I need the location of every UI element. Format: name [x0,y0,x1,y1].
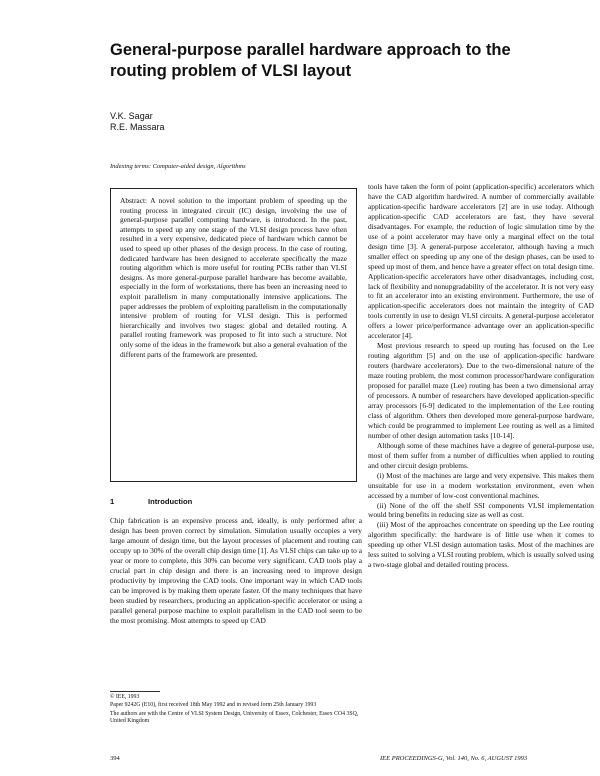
footnotes [110,694,360,727]
index-terms: Indexing terms: Computer-aided design, Algorithms [110,163,246,170]
page-number: 394 [110,755,120,762]
right-column-body [368,182,594,570]
section-title: Introduction [148,497,193,506]
paper-title: General-purpose parallel hardware approach to the routing problem of VLSI layout [110,41,511,80]
abstract-box [110,188,357,482]
left-column-body [110,516,362,625]
body-paragraph: (iii) Most of the approaches concentrate on speeding up the Lee routing algorithm specifically: the hardware is of little use when it comes to speeding up other VLSI design automation tasks. Most of the machines are less suited to solving a VLSI routing problem, which is usually solved using a two-stage global and detailed routing process. [368,520,594,570]
footnote-rule [110,691,160,692]
author-list [110,111,165,133]
author-name: R.E. Massara [110,122,165,132]
received-note: Paper 9242G (E10), first received 18th May 1992 and in revised form 25th January 1993 [110,702,317,709]
abstract-text: Abstract: A novel solution to the important problem of speeding up the routing process in integrated circuit (IC) design, involving the use of general-purpose parallel computing hardware, is introduced. In the past, attempts to speed up any one stage of the VLSI design process have often resulted in a very expensive, dedicated piece of hardware which cannot be used to speed up other phases of the design process. In the case of routing, dedicated hardware has been designed to accelerate specifically the maze routing algorithm which is more useful for routing PCBs rather than VLSI designs. As more general-purpose parallel hardware has become available, especially in the form of workstations, there has been an increasing need to exploit parallelism in many computationally intensive applications. The paper addresses the problem of exploiting parallelism in the computationally intensive problem of routing for VLSI design. This is performed hierarchically and involves two stages: global and detailed routing. A parallel routing framework was proposed to fit into such a structure. Not only some of the ideas in the framework but also a general evaluation of the different parts of the framework are presented. [120,196,347,359]
body-paragraph: tools have taken the form of point (application-specific) accelerators which have the CAD algorithm hardwired. A number of commercially available application-specific hardware accelerators [2] are in use today. Although application-specific CAD accelerators are fast, they have several disadvantages. For example, the reduction of logic simulation time by the use of a point accelerator may have only a marginal effect on the total design time [3]. A general-purpose accelerator, although having a much smaller effect on speeding up any one of the design phases, can be used to speed up most of them, and hence have a greater effect on total design time. Application-specific accelerators have other disadvantages, including cost, lack of flexibility and nonupgradability of the accelerator. It is not very easy to fit an accelerator into an existing environment. Furthermore, the use of application-specific accelerators does not maintain the integrity of CAD tools currently in use to design VLSI circuits. A general-purpose accelerator offers a lower price/performance advantage over an application-specific accelerator [4]. [368,182,594,341]
author-name: V.K. Sagar [110,111,153,121]
body-paragraph: Most previous research to speed up routing has focused on the Lee routing algorithm [5] and on the use of application-specific hardware routers (hardware accelerators). Due to the two-dimensional nature of the maze routing problem, the most common processor/hardware configuration proposed for parallel maze (Lee) routing has been a two dimensional array of processors. A number of researchers have developed application-specific array processors [6-9] dedicated to the implementation of the Lee routing class of algorithm. Others then developed more general-purpose hardware, which could be programmed to implement Lee routing as well as a limited number of other design automation tasks [10-14]. [368,341,594,440]
body-paragraph: (i) Most of the machines are large and very expensive. This makes them unsuitable for use in a modern workstation environment, even when accessed by a number of low-cost conventional machines. [368,470,594,500]
body-paragraph: Although some of these machines have a degree of general-purpose use, most of them suffer from a number of difficulties when applied to routing and other circuit design problems. [368,440,594,470]
body-paragraph: (ii) None of the off the shelf SSI components VLSI implementation would bring benefits in reducing size as well as cost. [368,500,594,520]
section-heading [110,497,192,506]
journal-footer: IEE PROCEEDINGS-G, Vol. 140, No. 6, AUGUST 1993 [380,755,528,762]
section-number: 1 [110,497,115,506]
copyright-note: © IEE, 1993 [110,694,140,700]
body-paragraph: Chip fabrication is an expensive process and, ideally, is only performed after a design has been proven correct by simulation. Simulation usually occupies a very large amount of design time, but the layout processes of placement and routing can occupy up to 30% of the overall chip design time [1]. As VLSI chips can take up to a year or more to complete, this 30% can become very significant. CAD tools play a crucial part in chip design and there is an increasing need to improve design productivity by improving the CAD tools. One important way in which CAD tools can be improved is by making them operate faster. Of the many techniques that have been studied by researchers, producing an application-specific accelerator or using a parallel general purpose machine to exploit parallelism in the CAD tool seem to be the most promising. Most attempts to speed up CAD [110,516,362,625]
affiliation-note: The authors are with the Centre of VLSI System Design, University of Essex, Colchester, Essex CO4 3SQ, United Kingdom [110,710,359,725]
